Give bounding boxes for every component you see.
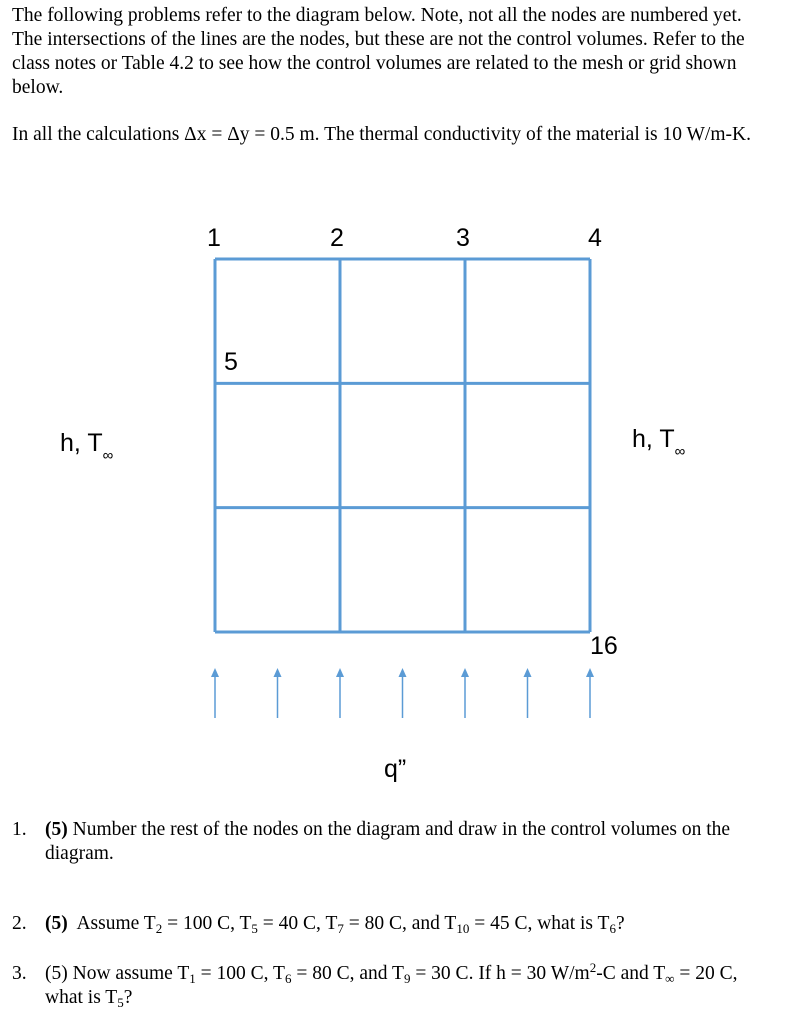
heat-flux-arrow-head: [399, 668, 407, 677]
q2-sub-5: 6: [609, 921, 616, 936]
heat-flux-arrow-head: [274, 668, 282, 677]
q2-sub-3: 7: [337, 921, 344, 936]
q3-sup: 2: [589, 960, 597, 975]
node-label-1: 1: [207, 224, 221, 252]
heat-flux-arrow-head: [211, 668, 219, 677]
q3-text-b: = 100 C, T: [195, 963, 285, 984]
q2-text-e: = 45 C, what is T: [469, 913, 610, 934]
right-boundary-h: h, T: [632, 425, 675, 453]
left-boundary-label: [60, 429, 114, 464]
q3-sub-1: 1: [189, 971, 196, 986]
question-2-points: (5): [45, 913, 68, 934]
question-1-points: (5): [45, 819, 68, 840]
q2-text-b: = 100 C, T: [162, 913, 252, 934]
node-label-3: 3: [456, 224, 470, 252]
q2-text-d: = 80 C, and T: [343, 913, 457, 934]
q3-sub-4: ∞: [665, 971, 675, 986]
node-label-4: 4: [588, 224, 602, 252]
q3-text-f: = 20 C, what is T: [45, 963, 738, 1008]
question-1-text: Number the rest of the nodes on the diagram and draw in the control volumes on the diagram.: [45, 819, 731, 864]
question-2-number: 2.: [12, 913, 27, 934]
question-2: [12, 912, 772, 936]
question-3-points: (5): [45, 963, 68, 984]
node-label-2: 2: [330, 224, 344, 252]
intro-paragraph: The following problems refer to the diagram below. Note, not all the nodes are numbered yet. The intersections of the lines are the nodes, but these are not the control volumes. Refer to the class notes or Table 4.2 to see how the control volumes are related to the mesh or grid shown below.: [12, 5, 745, 98]
q3-text-e: -C and T: [596, 963, 666, 984]
q3-text-a: Now assume T: [72, 963, 190, 984]
right-boundary-label: [632, 425, 686, 460]
calculation-parameters: In all the calculations Δx = Δy = 0.5 m. The thermal conductivity of the material is 10 W/m-K.: [12, 124, 751, 145]
right-boundary-infinity: ∞: [674, 443, 686, 460]
question-3-number: 3.: [12, 963, 27, 984]
heat-flux-arrow-head: [524, 668, 532, 677]
q3-sub-5: 5: [117, 995, 124, 1010]
q2-text-c: = 40 C, T: [257, 913, 338, 934]
node-label-16: 16: [590, 632, 618, 660]
q2-sub-2: 5: [251, 921, 258, 936]
heat-flux-arrow-head: [336, 668, 344, 677]
q2-text-a: Assume T: [76, 913, 156, 934]
q2-sub-4: 10: [456, 921, 470, 936]
question-1-number: 1.: [12, 819, 27, 840]
node-label-5: 5: [224, 348, 238, 376]
question-1: [12, 818, 772, 866]
q3-text-c: = 80 C, and T: [291, 963, 404, 984]
q2-sub-1: 2: [155, 921, 163, 936]
heat-flux-arrow-head: [461, 668, 469, 677]
q2-text-f: ?: [615, 913, 625, 934]
q3-text-d: = 30 C. If h = 30 W/m: [410, 963, 590, 984]
q3-sub-2: 6: [284, 971, 292, 986]
heat-flux-arrow-head: [586, 668, 594, 677]
q3-text-g: ?: [123, 987, 133, 1008]
left-boundary-infinity: ∞: [102, 447, 114, 464]
left-boundary-h: h, T: [60, 429, 103, 457]
q3-sub-3: 9: [403, 971, 411, 986]
heat-flux-label: q”: [384, 755, 407, 783]
question-3: [12, 962, 772, 1010]
